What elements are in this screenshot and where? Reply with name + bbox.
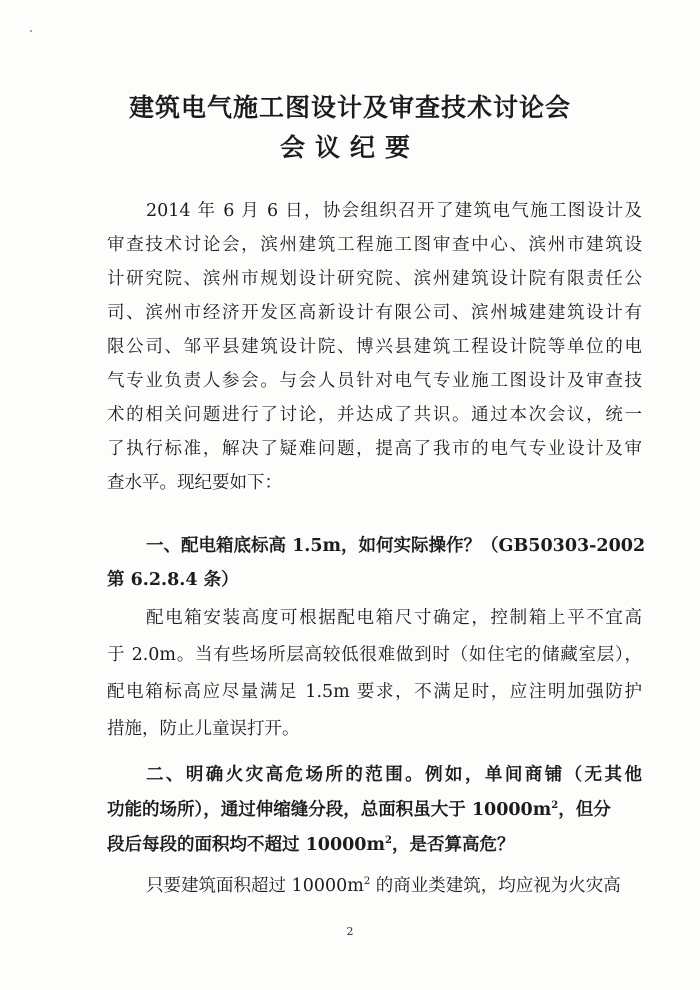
answer-1-line: 配电箱安装高度可根据配电箱尺寸确定，控制箱上平不宜高: [146, 608, 642, 628]
intro-line: 限公司、邹平县建筑设计院、博兴县建筑工程设计院等单位的电: [107, 337, 642, 357]
intro-line: 了执行标准，解决了疑难问题，提高了我市的电气专业设计及审: [107, 439, 642, 459]
intro-line: 术的相关问题进行了讨论，并达成了共识。通过本次会议，统一: [107, 405, 642, 425]
answer-2-line: 只要建筑面积超过 $10000m^2$ 的商业类建筑，均应视为火灾高: [146, 876, 621, 896]
document-title: 建筑电气施工图设计及审查技术讨论会: [128, 93, 571, 122]
question-2-heading: 段后每段的面积均不超过 $10000m^2$，是否算高危？: [107, 835, 515, 855]
scan-speck: [30, 30, 32, 32]
question-1-heading: 一、配电箱底标高 1.5m，如何实际操作？（GB50303-2002: [146, 536, 646, 556]
document-subtitle: 会议纪要: [279, 133, 420, 162]
intro-line: 司、滨州市经济开发区高新设计有限公司、滨州城建建筑设计有: [107, 303, 642, 323]
intro-line: 气专业负责人参会。与会人员针对电气专业施工图设计及审查技: [107, 371, 642, 391]
intro-line: 2014 年 6 月 6 日，协会组织召开了建筑电气施工图设计及: [146, 201, 642, 221]
page-number: 2: [346, 925, 354, 938]
intro-line: 审查技术讨论会，滨州建筑工程施工图审查中心、滨州市建筑设: [107, 235, 642, 255]
answer-1-line: 措施，防止儿童误打开。: [107, 719, 300, 739]
answer-1-line: 配电箱标高应尽量满足 1.5m 要求，不满足时，应注明加强防护: [107, 682, 642, 702]
answer-1-line: 于 2.0m。当有些场所层高较低很难做到时（如住宅的储藏室层），: [107, 645, 642, 665]
question-1-heading: 第 6.2.8.4 条）: [107, 570, 239, 590]
intro-line: 计研究院、滨州市规划设计研究院、滨州建筑设计院有限责任公: [107, 269, 642, 289]
intro-line: 查水平。现纪要如下：: [107, 473, 282, 493]
question-2-heading: 二、明确火灾高危场所的范围。例如，单间商铺（无其他: [146, 765, 642, 785]
question-2-heading: 功能的场所），通过伸缩缝分段，总面积虽大于 $10000m^2$，但分: [107, 800, 611, 820]
